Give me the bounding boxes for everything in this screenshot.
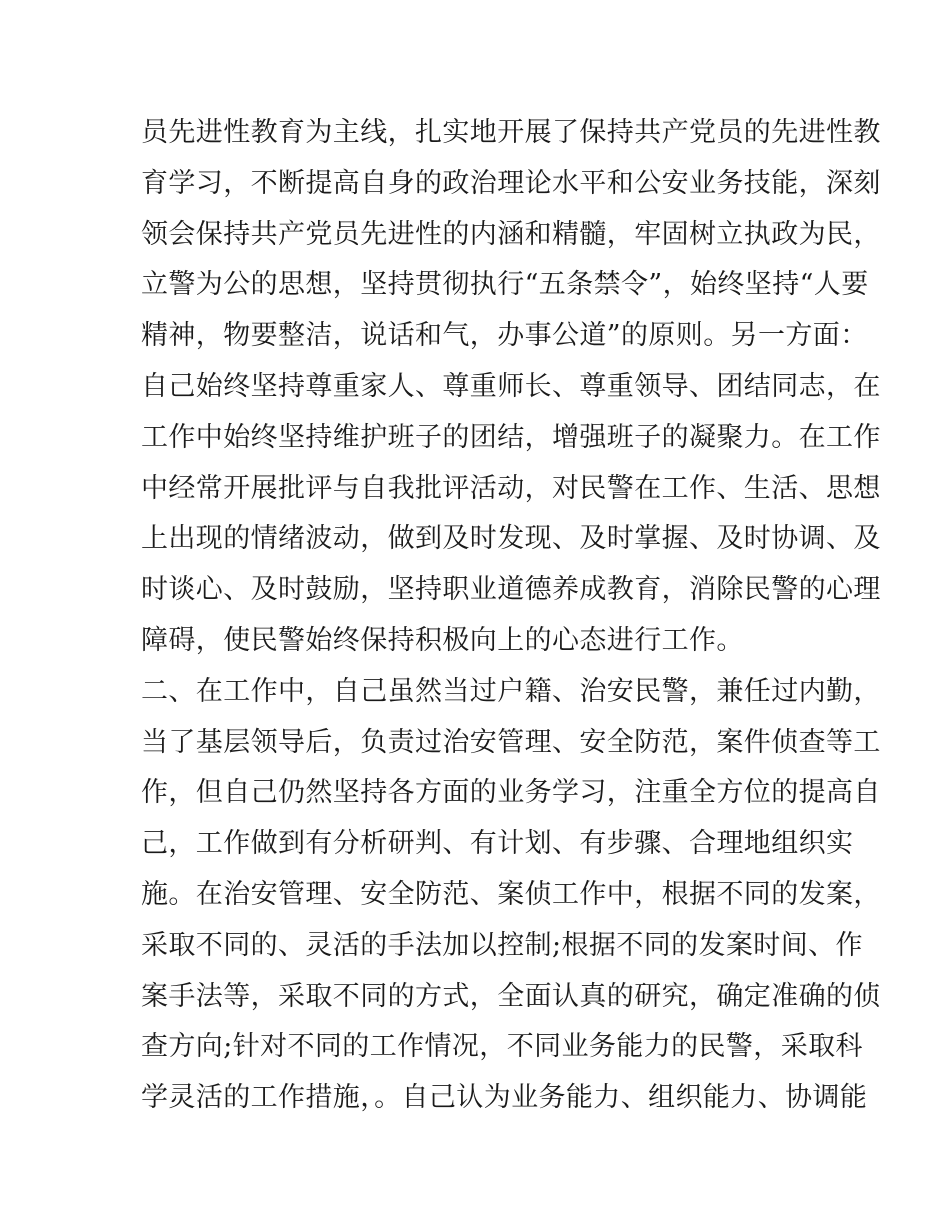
text-line: 案手法等，采取不同的方式，全面认真的研究，确定准确的侦 <box>141 980 881 1012</box>
text-line: 工作中始终坚持维护班子的团结，增强班子的凝聚力。在工作 <box>141 421 881 453</box>
text-line: 采取不同的、灵活的手法加以控制;根据不同的发案时间、作 <box>141 929 863 961</box>
text-line: 时谈心、及时鼓励，坚持职业道德养成教育，消除民警的心理 <box>141 574 881 606</box>
text-line: 己，工作做到有分析研判、有计划、有步骤、合理地组织实 <box>141 828 854 860</box>
text-line: 自己始终坚持尊重家人、尊重师长、尊重领导、团结同志，在 <box>141 370 881 402</box>
text-line: 领会保持共产党员先进性的内涵和精髓，牢固树立执政为民， <box>141 218 881 250</box>
text-line: 作，但自己仍然坚持各方面的业务学习，注重全方位的提高自 <box>141 777 881 809</box>
text-line: 学灵活的工作措施，。自己认为业务能力、组织能力、协调能 <box>141 1082 868 1114</box>
text-line: 员先进性教育为主线，扎实地开展了保持共产党员的先进性教 <box>141 117 881 148</box>
text-line: 精神，物要整洁，说话和气，办事公道”的原则。另一方面： <box>141 320 868 352</box>
text-line: 立警为公的思想，坚持贯彻执行“五条禁令”，始终坚持“人要 <box>141 269 869 301</box>
text-line: 施。在治安管理、安全防范、案侦工作中，根据不同的发案， <box>141 878 881 910</box>
text-line: 中经常开展批评与自我批评活动，对民警在工作、生活、思想 <box>141 472 881 504</box>
text-line: 上出现的情绪波动，做到及时发现、及时掌握、及时协调、及 <box>141 523 881 555</box>
text-line: 查方向;针对不同的工作情况，不同业务能力的民警，采取科 <box>141 1031 863 1063</box>
text-line: 育学习，不断提高自身的政治理论水平和公安业务技能，深刻 <box>141 167 881 199</box>
section-heading-line: 二、在工作中，自己虽然当过户籍、治安民警，兼任过内勤， <box>141 675 881 707</box>
text-line: 障碍，使民警始终保持积极向上的心态进行工作。 <box>141 624 744 656</box>
document-page <box>141 108 881 1124</box>
text-line: 当了基层领导后，负责过治安管理、安全防范，案件侦查等工 <box>141 726 881 758</box>
